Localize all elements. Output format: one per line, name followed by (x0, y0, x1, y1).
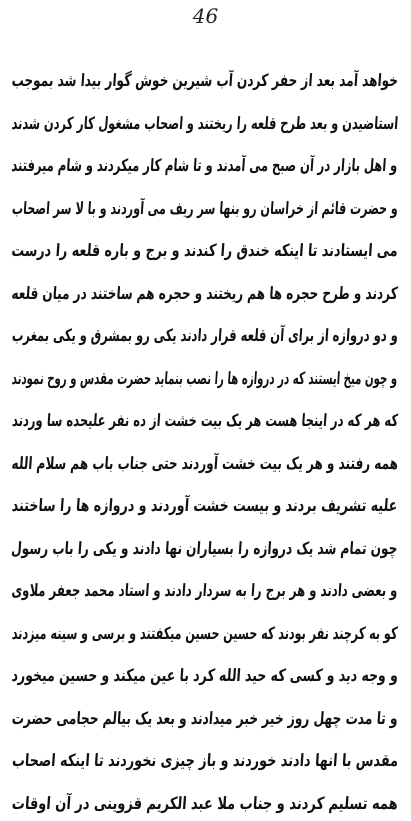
manuscript-line (11, 651, 400, 694)
manuscript-line (11, 354, 400, 397)
manuscript-line (11, 439, 400, 482)
line-text: و تا مدت چهل روز خیر خبر میدادند و بعد یک بیالم حجامی حضرت (11, 694, 400, 736)
line-text: کو به کرچند نفر بودند که حسین حسین میکفتند و برسی و سینه میزدند (11, 609, 400, 651)
manuscript-line (11, 56, 400, 99)
manuscript-line (11, 226, 400, 269)
line-text: و وجه دید و کسی که حید الله کرد با عین میکند و حسین میخورد (11, 651, 400, 693)
line-text: علیه تشریف بردند و بیست خشت آوردند و دروازه ها را ساختند (11, 481, 400, 523)
manuscript-line (11, 396, 400, 439)
manuscript-line (11, 184, 400, 227)
manuscript-line (11, 481, 400, 524)
line-text: کردند و طرح حجره ها هم ریختند و حجره هم ساختند در میان قلعه (11, 269, 400, 311)
line-text: همه تسلیم کردند و جناب ملا عبد الکریم قزوینی در آن اوقات (11, 779, 400, 821)
line-text: که هر که در اینجا هست هر یک بیت خشت از ده نفر علیحده سا وردند (11, 396, 400, 438)
manuscript-line (11, 736, 400, 779)
manuscript-line (11, 99, 400, 142)
manuscript-body (12, 56, 398, 821)
manuscript-line (11, 269, 400, 312)
line-text: و اهل بازار در آن صبح می آمدند و تا شام کار میکردند و شام میرفتند (11, 141, 400, 183)
manuscript-line (11, 609, 400, 652)
line-text: استاضیدن و بعد طرح قلعه را ریختند و اصحاب مشغول کار کردن شدند (11, 99, 400, 141)
line-text: مقدس با انها دادند خوردند و باز چیزی نخوردند تا اینکه اصحاب (11, 736, 400, 778)
line-text: و دو دروازه از برای آن قلعه قرار دادند یکی رو بمشرق و یکی بمغرب (11, 311, 400, 353)
manuscript-line (11, 566, 400, 609)
manuscript-line (11, 141, 400, 184)
manuscript-line (11, 779, 400, 821)
manuscript-line (11, 524, 400, 567)
page-number: 46 (0, 4, 411, 28)
line-text: و بعضی دادند و هر برج را به سردار دادند و استاد محمد جعفر ملاوی (11, 566, 400, 608)
line-text: و چون میخ ایستند که در دروازه ها را نصب بنماید حضرت مقدس و روح نمودند (11, 354, 399, 396)
line-text: خواهد آمد بعد از حفر کردن آب شیرین خوش گوار بیدا شد بموجب (11, 56, 400, 98)
line-text: می ایستادند تا اینکه خندق را کندند و برج و باره قلعه را درست (11, 226, 400, 268)
manuscript-line (11, 311, 400, 354)
manuscript-line (11, 694, 400, 737)
line-text: و حضرت قائم از خراسان رو بنها سر ریف می آوردند و با لا سر اصحاب (11, 184, 400, 226)
line-text: همه رفتند و هر یک بیت خشت آوردند حتی جناب باب هم سلام الله (11, 439, 400, 481)
line-text: چون تمام شد یک دروازه را بسیاران نها دادند و یکی را باب رسول (11, 524, 400, 566)
